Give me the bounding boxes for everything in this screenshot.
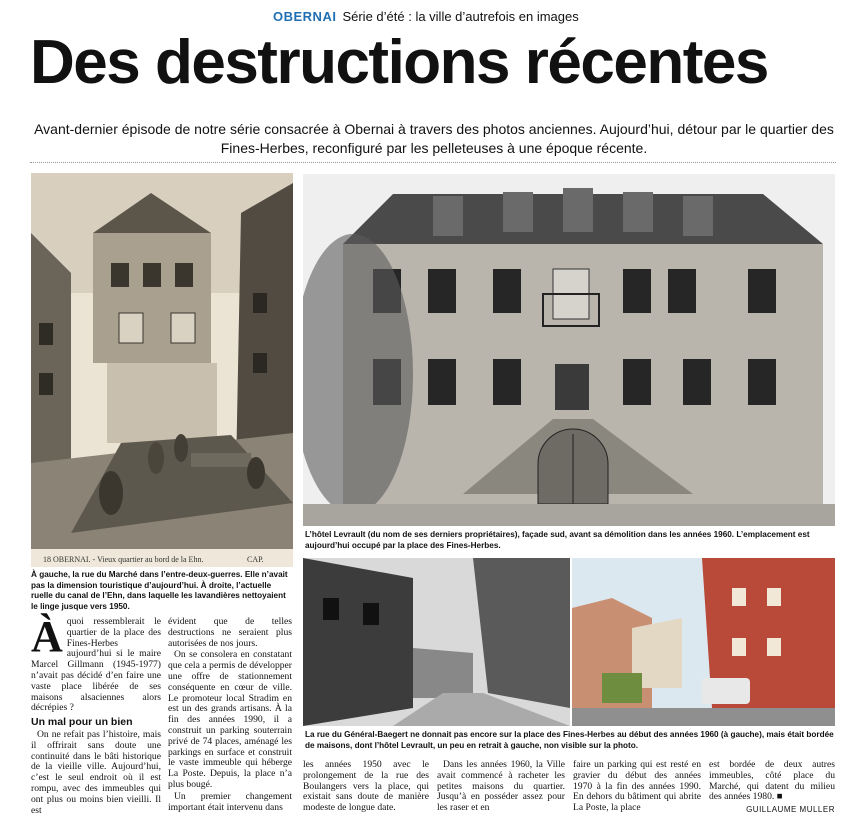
article-paragraph: On se consolera en constatant que cela a permis de développer une offre de stationnement conséquente en cœur de ville. Le promoteur local Stradim en est un des grands artisans. À la fin des années 1990, il a construit un parking souterrain privé de 74 places, aménagé les parkings en surface et construit le vaste immeuble qui héberge La Poste. Depuis, la place n’a plus bougé. [168,649,292,790]
article-paragraph: les années 1950 avec le prolongement de la rue des Boulangers vers la place, qui existait sans doute de manière modeste de longue date. [303,759,429,814]
article-column-6 [709,760,835,816]
article-column-2 [168,617,292,814]
article-paragraph: faire un parking qui est resté en gravier du début des années 1970 à la fin des années 1990. En dehors du bâtiment qui abrite La Poste, la place [573,759,701,814]
hotel-levrault-photo [303,174,835,526]
series-label: Série d’été : la ville d’autrefois en images [342,9,579,24]
kicker [273,9,579,24]
postcard-printed-caption: 18 OBERNAI. - Vieux quartier au bord de la Ehn. [43,555,204,564]
street-caption: La rue du Général-Baegert ne donnait pas encore sur la place des Fines-Herbes au début des années 1960 (à gauche), mais était bordée de maisons, dont l’hôtel Levrault, un peu en retrait à gauche, non visible sur la photo. [305,730,834,750]
article-subhead: Un mal pour un bien [31,716,133,729]
left-photo-caption: À gauche, la rue du Marché dans l’entre-deux-guerres. Elle n’avait pas la dimension touristique d’aujourd’hui. À droite, l’actuelle ruelle du canal de l’Ehn, dans laquelle les lavandières nettoyaient le linge jusque vers 1950. [31,570,288,611]
article-paragraph: évident que de telles destructions ne seraient plus autorisées de nos jours. [168,616,292,649]
street-1960s-photo [303,558,570,726]
intro-paragraph: Avant-dernier épisode de notre série consacrée à Obernai à travers des photos anciennes. Aujourd’hui, détour par le quartier des Fines-Herbes, reconfiguré par les pelleteuses à une époque récente. [34,121,834,156]
article-column-4 [437,760,565,815]
drop-cap: À [31,612,63,661]
postcard-photo [31,173,293,567]
postcard-publisher: CAP. [247,555,264,564]
end-mark: ■ [776,791,783,803]
headline: Des destructions récentes [30,28,768,97]
article-column-3 [303,760,429,815]
article-paragraph: est bordée de deux autres immeubles, côté place du Marché, qui datent du milieu des années 1980. [709,759,835,803]
article-paragraph: On ne refait pas l’histoire, mais il offrirait sans doute une continuité dans le bâti historique de la vieille ville. Aujourd’hui, c’est le seul endroit où il est rompu, avec des immeubles qui ont plus ou moins bien vieilli. Il est [31,728,161,816]
hotel-caption: L’hôtel Levrault (du nom de ses derniers propriétaires), façade sud, avant sa démolition dans les années 1960. L’emplacement est aujourd’hui occupé par la place des Fines-Herbes. [305,530,810,550]
divider [30,162,836,163]
author-signature: GUILLAUME MULLER [746,805,835,815]
article-opening: quoi ressemblerait le quartier de la place des Fines-Herbes aujourd’hui si le maire Marcel Gillmann (1945-1977) n’avait pas décidé d’en faire une vaste place libérée de ses maisons alsaciennes alors décrépies ? [31,616,161,714]
article-paragraph: Un premier changement important était intervenu dans [168,790,292,813]
street-today-photo [572,558,835,726]
section-location: OBERNAI [273,9,337,24]
article-paragraph: Dans les années 1960, la Ville avait commencé à racheter les petites maisons du quartier. Jusqu’à en posséder assez pour les raser et en [437,759,565,814]
article-column-1 [31,612,161,817]
article-column-5 [573,760,701,815]
